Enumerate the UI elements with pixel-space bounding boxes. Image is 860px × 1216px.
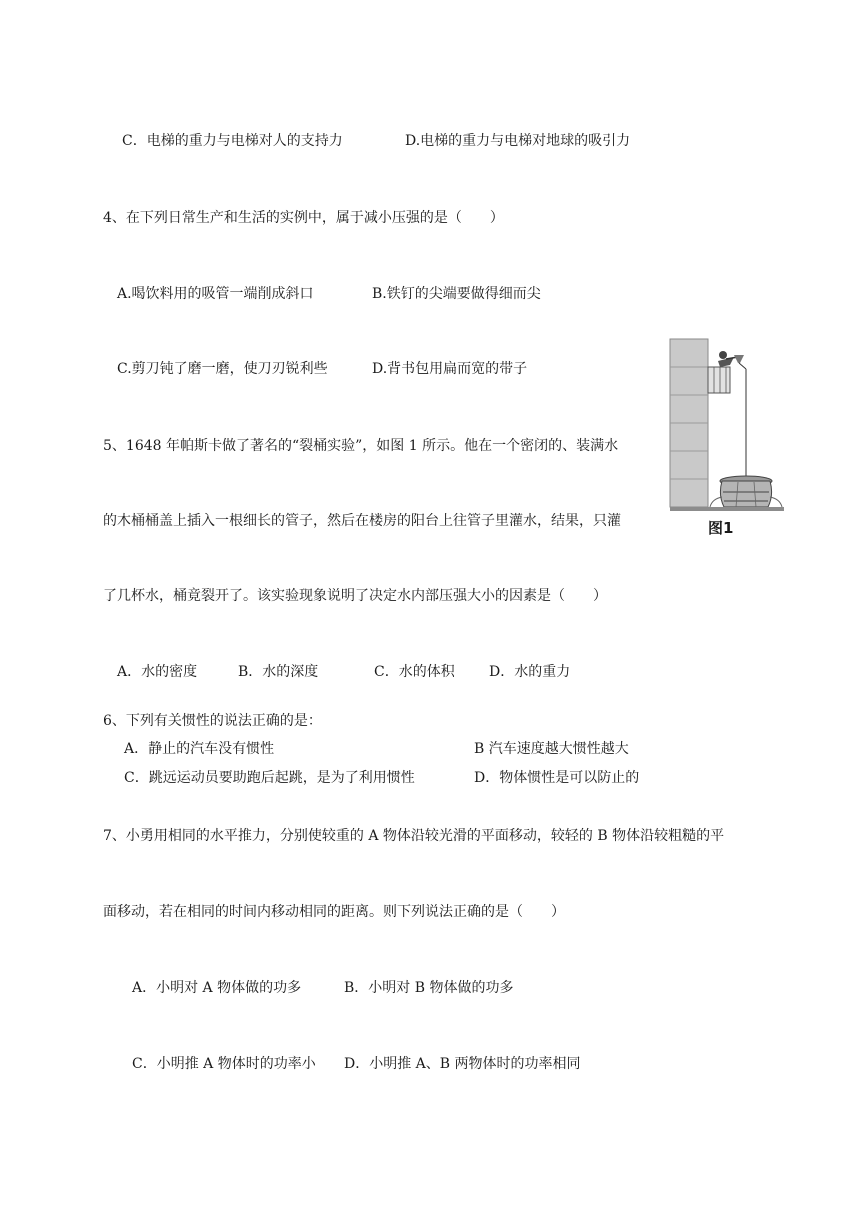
pascal-barrel-figure [668, 337, 786, 537]
q7-option-b: B．小明对 B 物体做的功多 [344, 980, 514, 996]
q6-option-b: B 汽车速度越大惯性越大 [474, 741, 629, 757]
q5-stem-line1: 5、1648 年帕斯卡做了著名的“裂桶实验”，如图 1 所示。他在一个密闭的、装满水 [103, 438, 619, 454]
q6-option-c: C．跳远运动员要助跑后起跳，是为了利用惯性 [124, 770, 415, 786]
q5-option-a: A．水的密度 [117, 664, 198, 680]
q7-option-a: A．小明对 A 物体做的功多 [132, 980, 302, 996]
q6-option-d: D．物体惯性是可以防止的 [474, 770, 640, 786]
q6-stem: 6、下列有关惯性的说法正确的是： [103, 713, 322, 729]
q7-option-c: C．小明推 A 物体时的功率小 [132, 1056, 316, 1072]
figure-1-label: 图1 [708, 519, 734, 537]
q5-option-b: B．水的深度 [238, 664, 319, 680]
q4-option-c: C.剪刀钝了磨一磨，使刀刃锐利些 [117, 361, 328, 377]
q7-option-d: D．小明推 A、B 两物体时的功率相同 [344, 1056, 581, 1072]
q4-option-b: B.铁钉的尖端要做得细而尖 [372, 286, 541, 302]
q4-option-a: A.喝饮料用的吸管一端削成斜口 [117, 286, 314, 302]
q3-option-d: D.电梯的重力与电梯对地球的吸引力 [405, 133, 631, 149]
barrel-experiment-illustration [668, 337, 786, 537]
q7-stem-line1: 7、小勇用相同的水平推力，分别使较重的 A 物体沿较光滑的平面移动，较轻的 B 物体沿较粗糙的平 [103, 828, 725, 844]
q5-stem-line2: 的木桶桶盖上插入一根细长的管子，然后在楼房的阳台上往管子里灌水，结果，只灌 [103, 513, 621, 529]
q7-stem-line2: 面移动，若在相同的时间内移动相同的距离。则下列说法正确的是（ ） [103, 904, 565, 920]
q3-option-c: C．电梯的重力与电梯对人的支持力 [122, 133, 343, 149]
q5-stem-line3: 了几杯水，桶竟裂开了。该实验现象说明了决定水内部压强大小的因素是（ ） [103, 588, 607, 604]
q4-stem: 4、在下列日常生产和生活的实例中，属于减小压强的是（ ） [103, 210, 504, 226]
q5-option-c: C．水的体积 [374, 664, 455, 680]
q6-option-a: A．静止的汽车没有惯性 [124, 741, 275, 757]
q5-option-d: D．水的重力 [489, 664, 571, 680]
q4-option-d: D.背书包用扁而宽的带子 [372, 361, 528, 377]
